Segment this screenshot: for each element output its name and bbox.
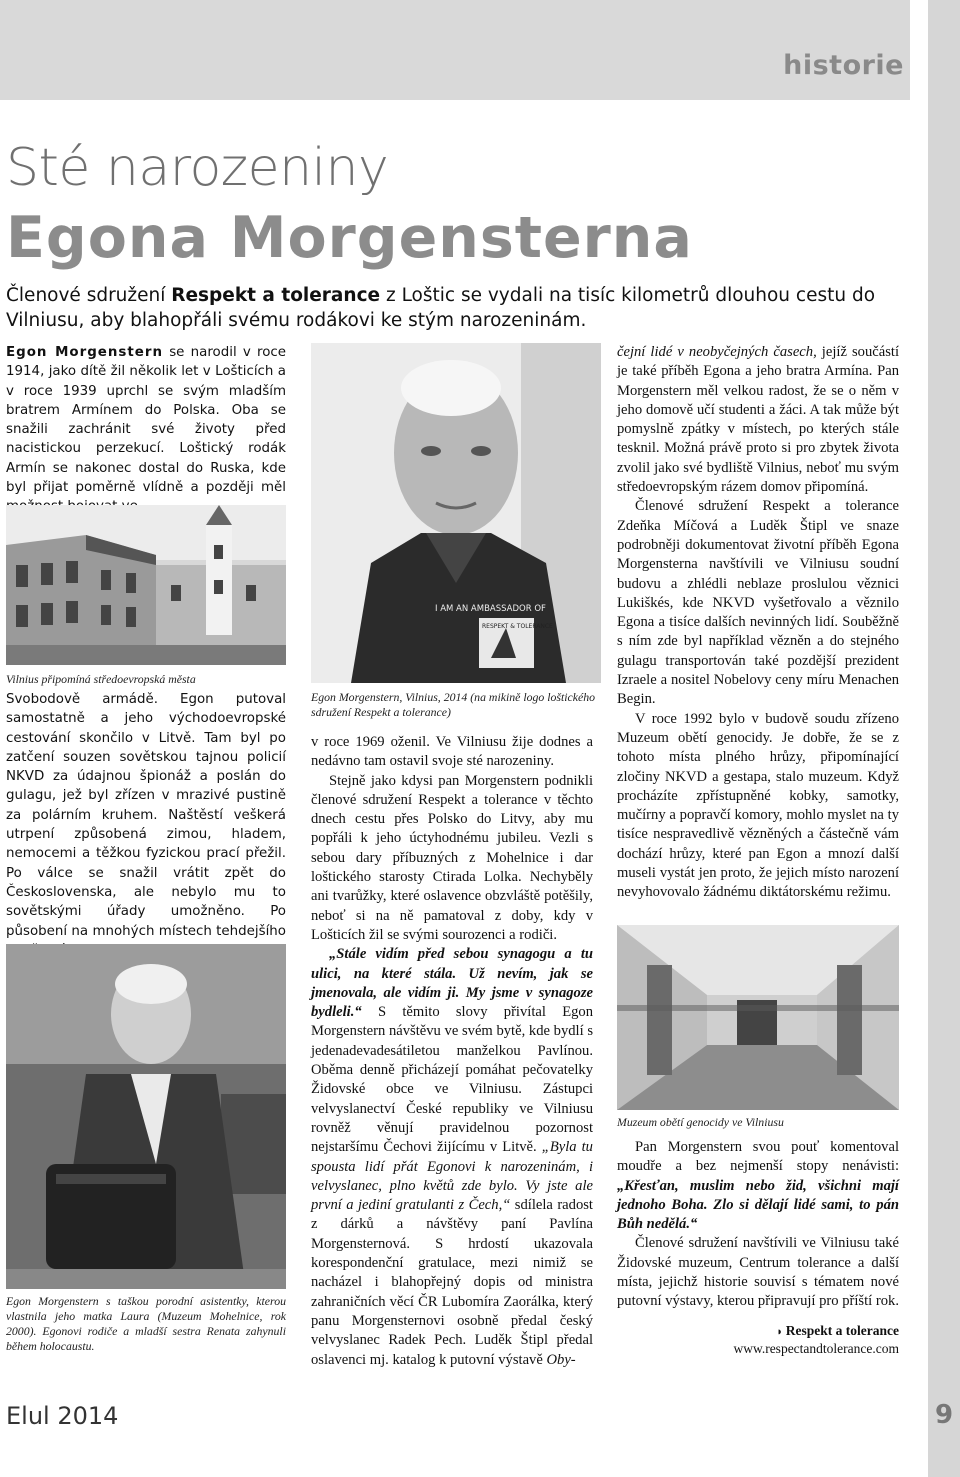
column-3-bottom [617,1138,899,1312]
column-1-middle [6,690,286,979]
col2-paragraph-2: Stejně jako kdysi pan Morgenstern podnikli členové sdružení Respekt a tolerance v těchto dnech cestu přes Polsko do Litvy, aby mu popřáli k jeho úctyhodnému jubileu. Vezli s sebou dary příbuzných z Mohelnice i dar loštického starosty Ctirada Lolka. Nechyběly ani tvarůžky, které oslavence obzvláště potěšily, neboť si na ně pamatoval z doby, kdy v Lošticích žil se svými sourozenci a rodiči. [311,772,593,943]
signature [617,1323,899,1339]
shirt-text: I AM AN AMBASSADOR OF [435,604,546,614]
column-2-text [311,733,593,1370]
shirt-logo: RESPEKT & TOLERANCE [482,623,553,630]
intro-name: Egon Morgenstern [6,345,163,360]
col2-paragraph-3a: S těmito slovy přivítal Egon Morgenstern návštěvu ve svém bytě, kde bydlí s jedenadevadesátiletou manželkou Pavlínou. Oběma denně přicházejí pomáhat pečovatelky Židovské obce ve Vilniusu. Zástupci velvyslanectví České republiky ve Vilniusu rovněž věnují pravidelnou pozornost nejstaršímu Čechovi žijícímu v Litvě. [311,1004,593,1156]
col1-paragraph-2: Svobodově armádě. Egon putoval samostatně a jeho východoevropské cestování skončilo v Litvě. Tam byl po zatčení souzen sovětskou tajnou policií NKVD za údajnou špionáž a poslán do gulagu, jež byl zřízen v mrazivé pustině za polárním kruhem. Naštěstí veškerá utrpení způsobená zimou, hladem, nemocemi a těžkou fyzickou prací přežil. Po válce se snažil vrátit zpět do Československa, ale nebylo mu to sovětskými úřady umožněno. Po působení na mnohých místech tehdejšího [6,692,286,939]
col2-paragraph-3b: sdílela radost z dárků a návštěvy paní Pavlína Morgensternová. S hrdostí ukazovala korespondenční gratulace, mezi nimiž se nacházel i blahopřejný dopis od ministra zahraničních věcí ČR Lubomíra Zaorálka, který panu Morgensternovi osobně předal český velvyslanec Radek Pech. Luděk Štipl předal oslavenci mj. katalog k putovní výstavě [311,1197,593,1368]
website-link[interactable]: www.respectandtolerance.com [733,1341,899,1356]
column-1-top [6,343,286,517]
issue-label: Elul 2014 [6,1402,119,1430]
god-quote: „Křesťan, muslim nebo žid, všichni mají jednoho Boha. Zlo si dělají lidé sami, to pán Bůh nedělá.“ [617,1177,899,1233]
col3-paragraph-4: Pan Morgenstern svou pouť komentoval moudře a bez nejmenší stopy nenávisti: [617,1139,899,1175]
lead-text-1: Členové sdružení [6,285,172,306]
synagogue-quote: „Stále vidím před sebou synagogu a tu ulici, na které stála. Už nevím, jak se jmenovala, ale vidím ji. My jsme v synagoze bydleli.“ [311,946,593,1021]
headline-line2: Egona Morgensterna [6,205,693,271]
lead-text-2: z Loštic se vydali na tisíc kilometrů dlouhou cestu do Vilniusu, aby blahopřáli svému rodákovi ke stým narozeninám. [6,285,876,331]
egon-portrait-photo [311,343,601,683]
pavlina-quote: „Byla tu spousta lidí přát Egonovi k narozeninám, i velvyslanec, plno květů zde bylo. Vy jste ale první a jediní gratulanti z Čech,“ [311,1139,593,1214]
egon-suitcase-photo [6,944,286,1289]
page-edge-bar [928,0,960,1477]
signature-org: Respekt a tolerance [785,1323,899,1338]
caption-vilnius: Vilnius připomíná středoevropská města [6,672,196,686]
lead-org: Respekt a tolerance [171,285,381,306]
col3-paragraph-1: jejíž součástí je také příběh Egona a jeho bratra Armína. Pan Morgenstern měl velkou radost, že se o něm v jeho domově učí studenti a žáci. A tak může být pomyslně zpátky v místech, po kterých stále tesknil. Možná právě proto si pro zbytek života zvolil jako své bydliště Vilnius, neboť mu svým středoevropským rázem domov připomíná. [617,344,899,496]
col2-paragraph-1: v roce 1969 oženil. Ve Vilniusu žije dodnes a nedávno tam ostavil svoje sté narozeniny. [311,734,593,770]
exhibition-title-end: čejní lidé v neobyčejných časech, [617,344,817,360]
museum-corridor-photo [617,925,899,1110]
vilnius-street-photo [6,505,286,665]
lead-paragraph [6,283,911,333]
signature-arrow-icon: ◗ [776,1326,786,1338]
caption-museum: Muzeum obětí genocidy ve Vilniusu [617,1115,784,1129]
col3-paragraph-3: V roce 1992 bylo v budově soudu zřízeno Muzeum obětí genocidy. Je dobře, že se z tohoto místa plného hrůzy, připomínající zločiny NKVD a gestapa, stalo muzeum. Když procházíte zpřístupněné kobky, samotky, mučírny a popravčí komory, mohlo myslet na ty tisíce nespravedlivě vězněných a částečně vám dochází hrůzy, které pan Egon a mnozí další museli vystát jen proto, že jejich místo narození nevyhovovalo žádnému diktátorskému režimu. [617,710,899,901]
col3-paragraph-5: Členové sdružení navštívili ve Vilniusu také Židovské muzeum, Centrum tolerance a další místa, jejichž historie souvisí s tématem nové putovní výstavy, kterou připravují pro příští rok. [617,1235,899,1310]
exhibition-title-start: Oby- [546,1351,576,1368]
caption-portrait: Egon Morgenstern, Vilnius, 2014 (na mikině logo loštického sdružení Respekt a tolerance) [311,690,596,719]
section-title: historie [783,50,904,81]
col3-paragraph-2: Členové sdružení Respekt a tolerance Zdeňka Míčová a Luděk Štipl ve snaze podrobněji dokumentovat životní příběh Egona Morgensterna navštívili ve Vilniusu soudní budovu a zhlédli neblaze proslulou věznici Lukiškés, kde NKVD vyšetřovalo a věznilo Egona a tisíce dalších nevinných lidí. Souběžně s ním zde byl například vězněn a do stejného gulagu transportován také pozdější prezident Izraele a nositel Nobelovy ceny míru Menachen Begin. [617,498,899,708]
caption-suitcase: Egon Morgenstern s taškou porodní asistentky, kterou vlastnila jeho matka Laura (Muzeum Mohelnice, rok 2000). Egonovi rodiče a mladší sestra Renata zahynuli během holocaustu. [6,1294,286,1353]
headline-line1: Sté narozeniny [6,138,389,198]
section-header-band [0,0,910,100]
column-3-top [617,343,899,903]
page-number: 9 [934,1400,954,1430]
col1-paragraph-1: se narodil v roce 1914, jako dítě žil několik let v Lošticích a v roce 1939 uprchl se svým mladším bratrem Armínem do Polska. Oba se snažili zachránit své životy před nacistickou perzekucí. Loštický rodák Armín se nakonec dostal do Ruska, kde byl přijat poměrně vlídně a později měl [6,345,286,496]
